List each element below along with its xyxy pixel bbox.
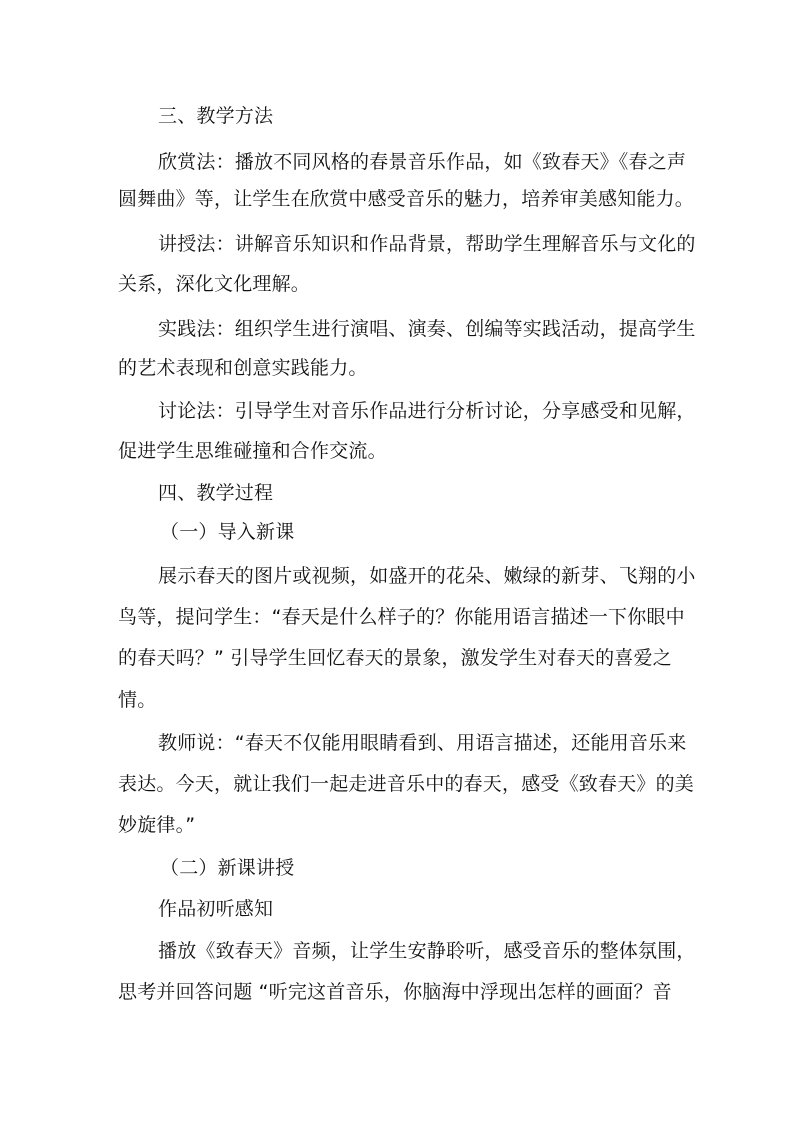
- paragraph-line: 教师说：“春天不仅能用眼睛看到、用语言描述，还能用音乐来: [158, 732, 687, 754]
- paragraph-line: 关系，深化文化理解。: [118, 273, 311, 295]
- subheading-first-listening: 作品初听感知: [158, 898, 274, 920]
- paragraph-line: 实践法：组织学生进行演唱、演奏、创编等实践活动，提高学生: [158, 318, 696, 340]
- paragraph-line: 欣赏法：播放不同风格的春景音乐作品，如《致春天》《春之声: [158, 151, 687, 173]
- paragraph-line: 展示春天的图片或视频，如盛开的花朵、嫩绿的新芽、飞翔的小: [158, 565, 696, 587]
- paragraph-line: 鸟等，提问学生：“春天是什么样子的？你能用语言描述一下你眼中: [118, 606, 685, 628]
- paragraph-line: 促进学生思维碰撞和合作交流。: [118, 440, 387, 462]
- section-heading-teaching-process: 四、教学过程: [158, 482, 274, 504]
- subsection-heading-introduction: （一）导入新课: [160, 521, 295, 543]
- paragraph-line: 表达。今天，就让我们一起走进音乐中的春天，感受《致春天》的美: [118, 773, 695, 795]
- subsection-heading-new-lesson: （二）新课讲授: [160, 857, 295, 879]
- paragraph-line: 的春天吗？” 引导学生回忆春天的景象，激发学生对春天的喜爱之: [118, 647, 672, 669]
- section-heading-teaching-methods: 三、教学方法: [158, 105, 274, 127]
- paragraph-line: 思考并回答问题 “听完这首音乐，你脑海中浮现出怎样的画面？音: [118, 981, 672, 1003]
- paragraph-line: 讲授法：讲解音乐知识和作品背景，帮助学生理解音乐与文化的: [158, 233, 696, 255]
- paragraph-line: 情。: [118, 689, 157, 711]
- paragraph-line: 圆舞曲》等，让学生在欣赏中感受音乐的魅力，培养审美感知能力。: [118, 188, 695, 210]
- paragraph-line: 妙旋律。”: [118, 814, 196, 836]
- paragraph-line: 讨论法：引导学生对音乐作品进行分析讨论，分享感受和见解，: [158, 400, 696, 422]
- paragraph-line: 的艺术表现和创意实践能力。: [118, 357, 368, 379]
- paragraph-line: 播放《致春天》音频，让学生安静聆听，感受音乐的整体氛围，: [158, 940, 696, 962]
